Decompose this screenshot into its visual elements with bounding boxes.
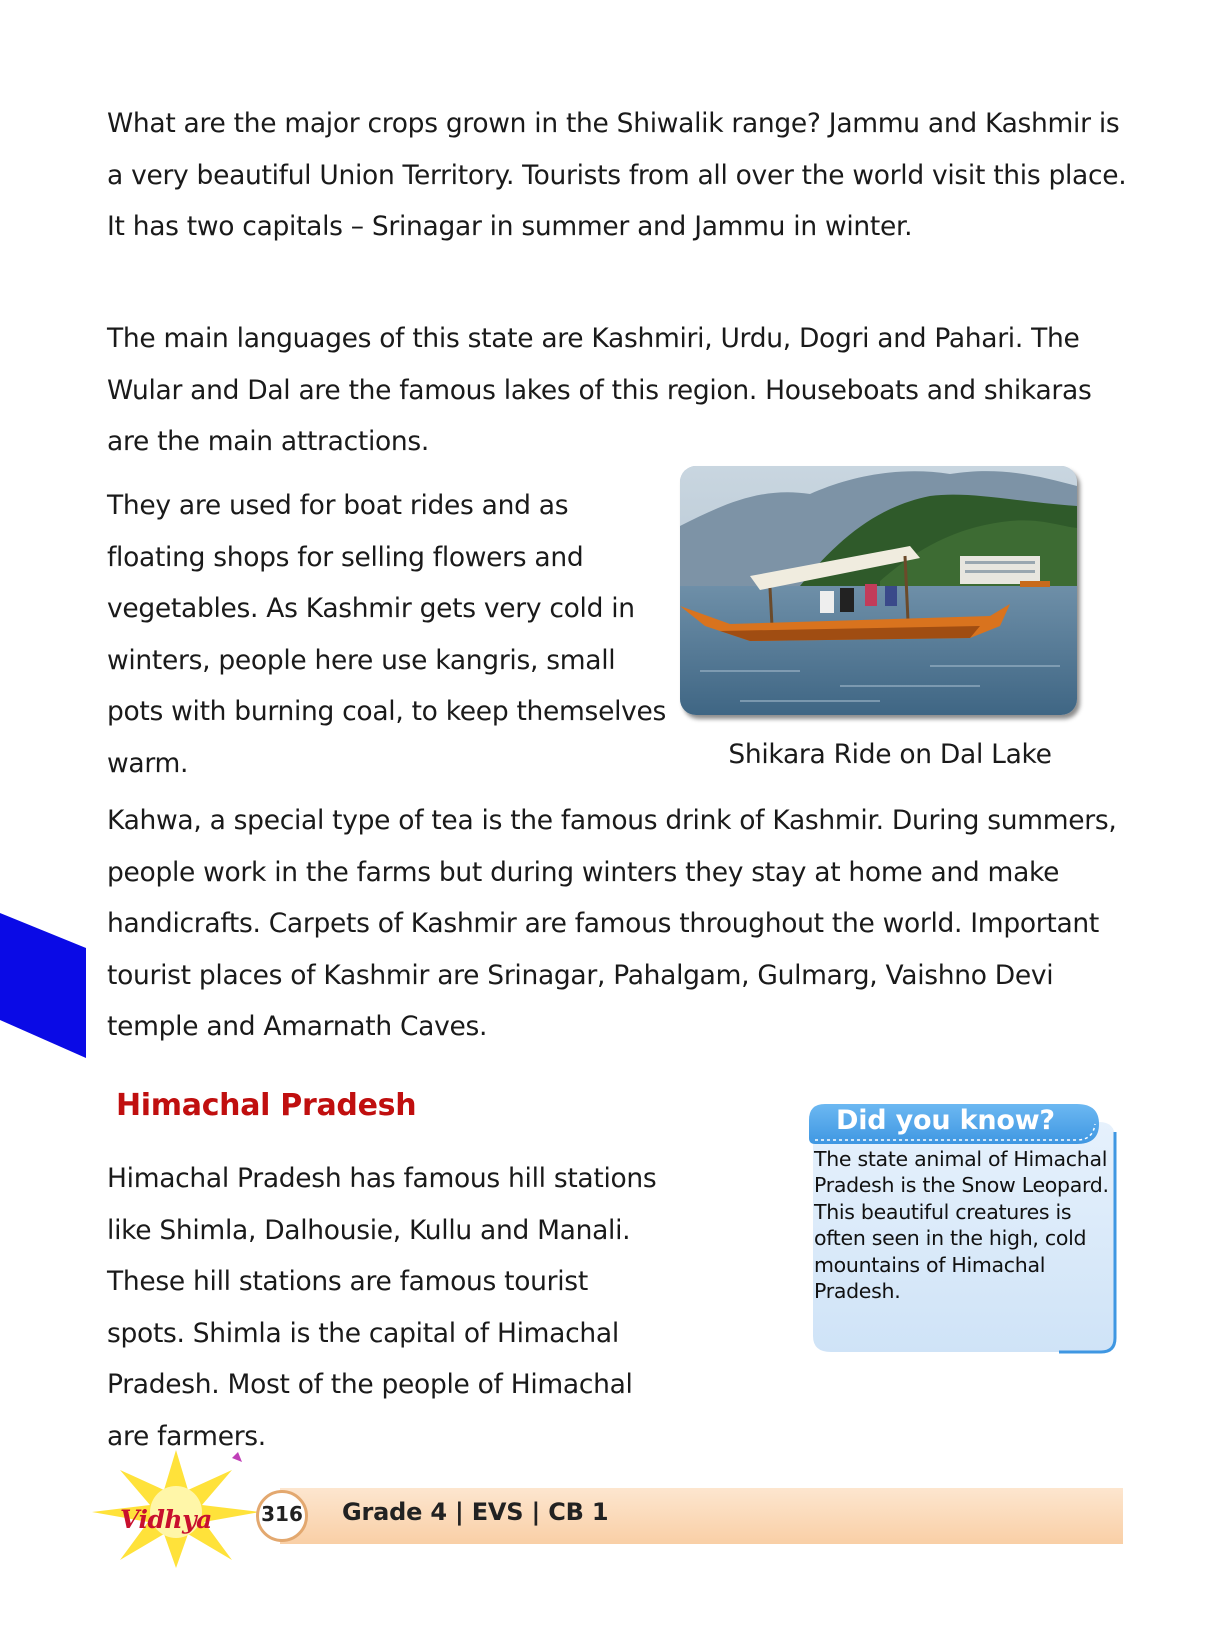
photo-caption: Shikara Ride on Dal Lake <box>728 739 1052 770</box>
paragraph-languages-lakes: The main languages of this state are Kashmiri, Urdu, Dogri and Pahari. The Wular and Dal are the famous lakes of this region. Houseboats and shikaras are the main attractions. <box>107 323 1092 457</box>
paragraph-kahwa-tourism: Kahwa, a special type of tea is the famous drink of Kashmir. During summers, people work in the farms but during winters they stay at home and make handicrafts. Carpets of Kashmir are famous throughout the world. Important tourist places of Kashmir are Srinagar, Pahalgam, Gulmarg, Vaishno Devi temple and Amarnath Caves. <box>107 805 1117 1042</box>
did-you-know-title: Did you know? <box>836 1105 1055 1136</box>
paragraph-boats-kangris: They are used for boat rides and as floating shops for selling flowers and vegetables. As Kashmir gets very cold in winters, people here use kangris, small pots with burning coal, to keep themselves warm. <box>107 490 667 779</box>
paragraph-jammu-kashmir-intro: What are the major crops grown in the Shiwalik range? Jammu and Kashmir is a very beautiful Union Territory. Tourists from all over the world visit this place. It has two capitals – Srinagar in summer and Jammu in winter. <box>107 108 1127 242</box>
did-you-know-callout <box>809 1102 1119 1354</box>
page-number: 316 <box>261 1502 303 1526</box>
did-you-know-text: The state animal of Himachal Pradesh is the Snow Leopard. This beautiful creatures is often seen in the high, cold mountains of Himachal Pradesh. <box>814 1147 1109 1304</box>
paragraph-himachal-hill-stations: Himachal Pradesh has famous hill stations like Shimla, Dalhousie, Kullu and Manali. These hill stations are famous tourist spots. Shimla is the capital of Himachal Pradesh. Most of the people of Himachal are farmers. <box>107 1163 657 1452</box>
vidhya-logo-text: Vidhya <box>120 1505 212 1534</box>
footer-grade-subject-label: Grade 4 | EVS | CB 1 <box>342 1498 609 1526</box>
shikara-photo <box>680 466 1077 715</box>
section-title-himachal: Himachal Pradesh <box>116 1088 417 1123</box>
side-tab-decoration <box>0 0 90 1625</box>
